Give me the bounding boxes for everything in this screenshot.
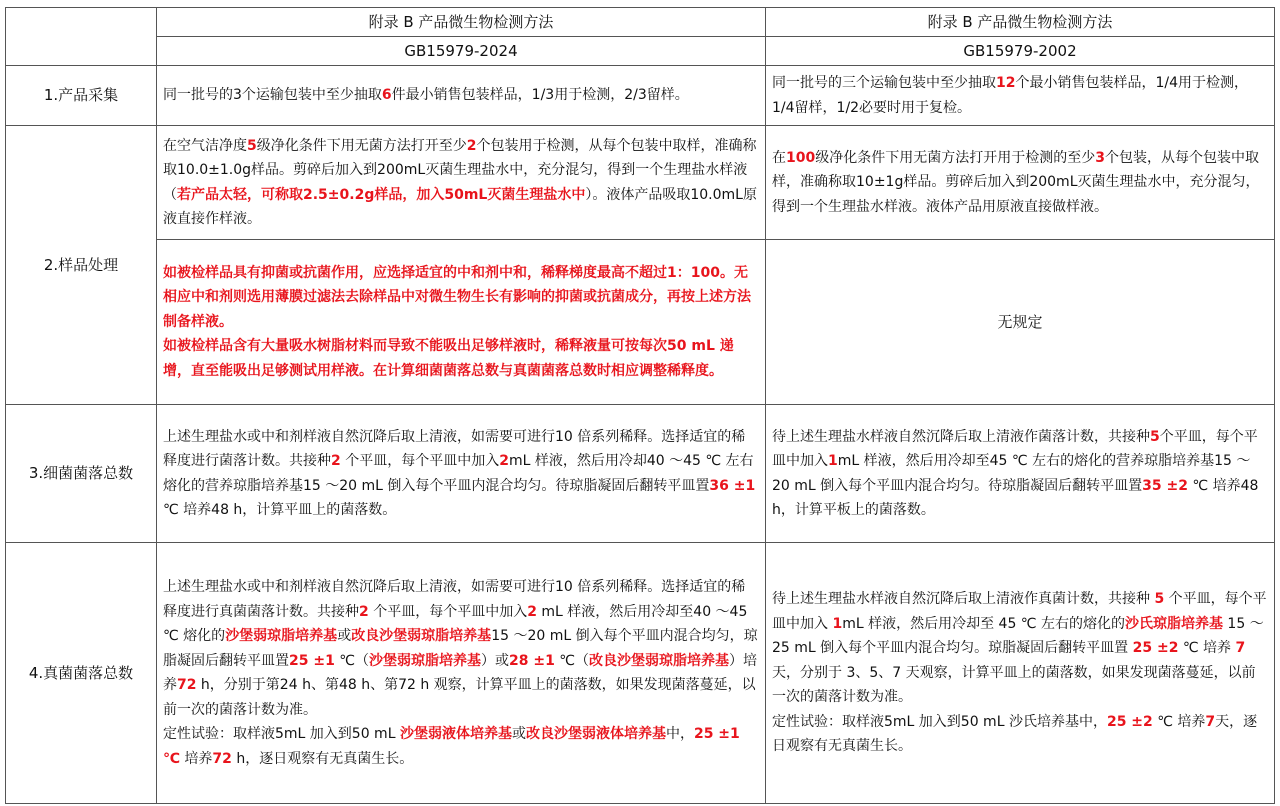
body-text: 定性试验：取样液5mL 加入到50 mL 沙氏培养基中， xyxy=(772,713,1107,730)
highlight-text: 5 xyxy=(247,137,257,154)
highlight-text: 2 xyxy=(466,137,477,154)
highlight-text: 2 xyxy=(331,453,341,469)
fungi-2002-cell xyxy=(766,543,1275,804)
comparison-table xyxy=(5,7,1275,804)
highlight-text: 36 ±1 xyxy=(709,477,756,494)
body-text: ℃（ xyxy=(334,652,370,669)
row-label-sampling: 1.产品采集 xyxy=(6,66,157,126)
body-text: mL 样液，然后用冷却至40 ～45 ℃ 熔化的 xyxy=(163,603,748,644)
sampling-2024-cell xyxy=(157,66,766,126)
bacteria-2002-cell xyxy=(766,405,1275,543)
processing-2002-main-cell xyxy=(766,126,1275,240)
processing-2024-main-cell xyxy=(157,126,766,240)
body-text: 上述生理盐水或中和剂样液自然沉降后取上清液，如需要可进行10 倍系列稀释。选择适宜的稀释度进行真菌菌落计数。共接种 xyxy=(163,579,746,620)
highlight-text: 1 xyxy=(832,615,843,632)
highlight-text: 沙氏琼脂培养基 xyxy=(1124,615,1223,632)
highlight-text: 25 ±2 xyxy=(1132,640,1179,657)
highlight-text: 3 xyxy=(1095,149,1105,166)
body-text: 同一批号的三个运输包装中至少抽取 xyxy=(772,75,996,91)
body-text: 个最小销售包装样品，1/4用于检测，1/4留样，1/2必要时用于复检。 xyxy=(772,75,1249,116)
highlight-text: 如被检样品含有大量吸水树脂材料而导致不能吸出足够样液时，稀释液量可按每次50 mL 递增，直至能吸出足够测试用样液。在计算细菌菌落总数与真菌菌落总数时相应调整稀释度。 xyxy=(163,338,734,379)
body-text: h，分别于第24 h、第48 h、第72 h 观察，计算平皿上的菌落数，如果发现菌落蔓延，以前一次的菌落计数为准。 xyxy=(163,677,756,718)
body-text: 或 xyxy=(511,726,526,742)
body-text: 在 xyxy=(772,149,786,166)
body-text: mL 样液，然后用冷却至 45 ℃ 左右的熔化的 xyxy=(842,615,1125,632)
highlight-text: 如被检样品具有抑菌或抗菌作用，应选择适宜的中和剂中和，稀释梯度最高不超过1：100。无相应中和剂则选用薄膜过滤法去除样品中对微生物生长有影响的抑菌或抗菌成分，再按上述方法制备样液。 xyxy=(163,264,751,330)
fungi-2002-count-text xyxy=(772,587,1268,710)
body-text: 中， xyxy=(665,726,694,742)
fungi-2002-qualitative-text xyxy=(772,710,1268,759)
body-text: mL 样液，然后用冷却至45 ℃ 左右的熔化的营养琼脂培养基15 ～20 mL 倒入每个平皿内混合均匀。待琼脂凝固后翻转平皿置 xyxy=(772,453,1251,494)
body-text: mL 样液，然后用冷却40 ～45 ℃ 左右熔化的营养琼脂培养基15 ～20 mL 倒入每个平皿内混合均匀。待琼脂凝固后翻转平皿置 xyxy=(163,453,754,494)
highlight-text: 7 xyxy=(1205,713,1216,730)
highlight-text: 35 ±2 xyxy=(1142,477,1188,494)
body-text: ℃ 培养48 h，计算平皿上的菌落数。 xyxy=(163,502,397,518)
body-text: 或 xyxy=(337,628,352,644)
body-text: 个平皿，每个平皿中加入 xyxy=(772,591,1267,632)
highlight-text: 沙堡弱琼脂培养基 xyxy=(225,628,338,644)
row-label-sample-processing: 2.样品处理 xyxy=(6,126,157,405)
highlight-text: 2 xyxy=(527,603,537,620)
body-text: 待上述生理盐水样液自然沉降后取上清液作菌落计数，共接种 xyxy=(772,428,1150,445)
body-text: 定性试验：取样液5mL 加入到50 mL xyxy=(163,726,400,742)
header-blank-cell xyxy=(6,8,157,66)
processing-2024-extra-cell xyxy=(157,240,766,405)
body-text: 在空气洁净度 xyxy=(163,137,247,154)
header-std-2002: GB15979-2002 xyxy=(766,37,1275,66)
bacteria-2024-cell xyxy=(157,405,766,543)
body-text: 待上述生理盐水样液自然沉降后取上清液作真菌计数，共接种 xyxy=(772,591,1155,608)
body-text: 培养 xyxy=(179,750,213,767)
highlight-text: 若产品太轻，可称取2.5±0.2g样品，加入50mL灭菌生理盐水中 xyxy=(177,186,586,203)
body-text: 个平皿，每个平皿中加入 xyxy=(340,453,500,469)
body-text: ℃ 培养48 h，计算平板上的菌落数。 xyxy=(772,477,1259,518)
highlight-text: 72 xyxy=(212,750,232,767)
highlight-text: 25 ±1 xyxy=(289,652,335,669)
body-text: ℃ 培养 xyxy=(1152,713,1206,730)
header-std-2024: GB15979-2024 xyxy=(157,37,766,66)
body-text: 同一批号的3个运输包装中至少抽取 xyxy=(163,87,382,104)
highlight-text: 12 xyxy=(996,75,1016,91)
highlight-text: 72 xyxy=(177,677,197,693)
highlight-text: 6 xyxy=(381,87,392,104)
fungi-2024-count-text xyxy=(163,575,759,722)
highlight-text: 25 ±1 ℃ xyxy=(163,726,740,767)
body-text: ）。液体产品吸取10.0mL原液直接作样液。 xyxy=(163,186,757,227)
header-title-2002: 附录 B 产品微生物检测方法 xyxy=(766,8,1275,37)
highlight-text: 5 xyxy=(1154,591,1165,608)
highlight-text: 2 xyxy=(499,453,509,469)
body-text: 件最小销售包装样品，1/3用于检测，2/3留样。 xyxy=(391,87,689,104)
highlight-text: 5 xyxy=(1150,428,1160,445)
highlight-text: 沙堡弱琼脂培养基 xyxy=(369,652,482,669)
highlight-text: 2 xyxy=(359,603,369,620)
body-text: 上述生理盐水或中和剂样液自然沉降后取上清液，如需要可进行10 倍系列稀释。选择适宜的稀释度进行菌落计数。共接种 xyxy=(163,428,746,469)
highlight-text: 28 ±1 xyxy=(509,652,555,669)
body-text: 天，分别于 3、5、7 天观察，计算平皿上的菌落数，如果发现菌落蔓延，以前一次的菌落计数为准。 xyxy=(772,664,1256,706)
header-title-2024: 附录 B 产品微生物检测方法 xyxy=(157,8,766,37)
body-text: h，逐日观察有无真菌生长。 xyxy=(231,750,414,767)
body-text: 15 ～25 mL 倒入每个平皿内混合均匀。琼脂凝固后翻转平皿置 xyxy=(772,615,1264,657)
highlight-text: 改良沙堡弱琼脂培养基 xyxy=(589,652,730,669)
body-text: ）或 xyxy=(481,652,510,669)
highlight-text: 100 xyxy=(786,149,816,166)
highlight-text: 25 ±2 xyxy=(1106,713,1153,730)
highlight-text: 改良沙堡弱琼脂培养基 xyxy=(351,628,492,644)
body-text: ℃（ xyxy=(554,652,590,669)
sampling-2002-cell xyxy=(766,66,1275,126)
body-text: ）培养 xyxy=(163,652,758,693)
row-label-fungi-count: 4.真菌菌落总数 xyxy=(6,543,157,804)
fungi-2024-cell xyxy=(157,543,766,804)
highlight-text: 改良沙堡弱液体培养基 xyxy=(525,726,666,742)
row-label-bacteria-count: 3.细菌菌落总数 xyxy=(6,405,157,543)
highlight-text: 沙堡弱液体培养基 xyxy=(399,726,512,742)
processing-2002-none-cell: 无规定 xyxy=(766,240,1275,405)
body-text: 级净化条件下用无菌方法打开用于检测的至少 xyxy=(815,149,1096,166)
body-text: 个平皿，每个平皿中加入 xyxy=(772,428,1258,469)
body-text: 15 ～20 mL 倒入每个平皿内混合均匀，琼脂凝固后翻转平皿置 xyxy=(163,628,758,669)
highlight-text: 1 xyxy=(828,453,838,469)
body-text: 级净化条件下用无菌方法打开至少 xyxy=(256,137,467,154)
highlight-text: 7 xyxy=(1235,640,1246,657)
body-text: 个包装，从每个包装中取样，准确称取10±1g样品。剪碎后加入到200mL灭菌生理盐水中，充分混匀，得到一个生理盐水样液。液体产品用原液直接做样液。 xyxy=(772,149,1260,215)
body-text: 个平皿，每个平皿中加入 xyxy=(368,603,528,620)
body-text: 个包装用于检测，从每个包装中取样，准确称取10.0±1.0g样品。剪碎后加入到200mL灭菌生理盐水中，充分混匀，得到一个生理盐水样液（ xyxy=(163,137,757,203)
fungi-2024-qualitative-text xyxy=(163,722,759,771)
body-text: ℃ 培养 xyxy=(1178,640,1236,657)
body-text: 天，逐日观察有无真菌生长。 xyxy=(772,713,1258,755)
